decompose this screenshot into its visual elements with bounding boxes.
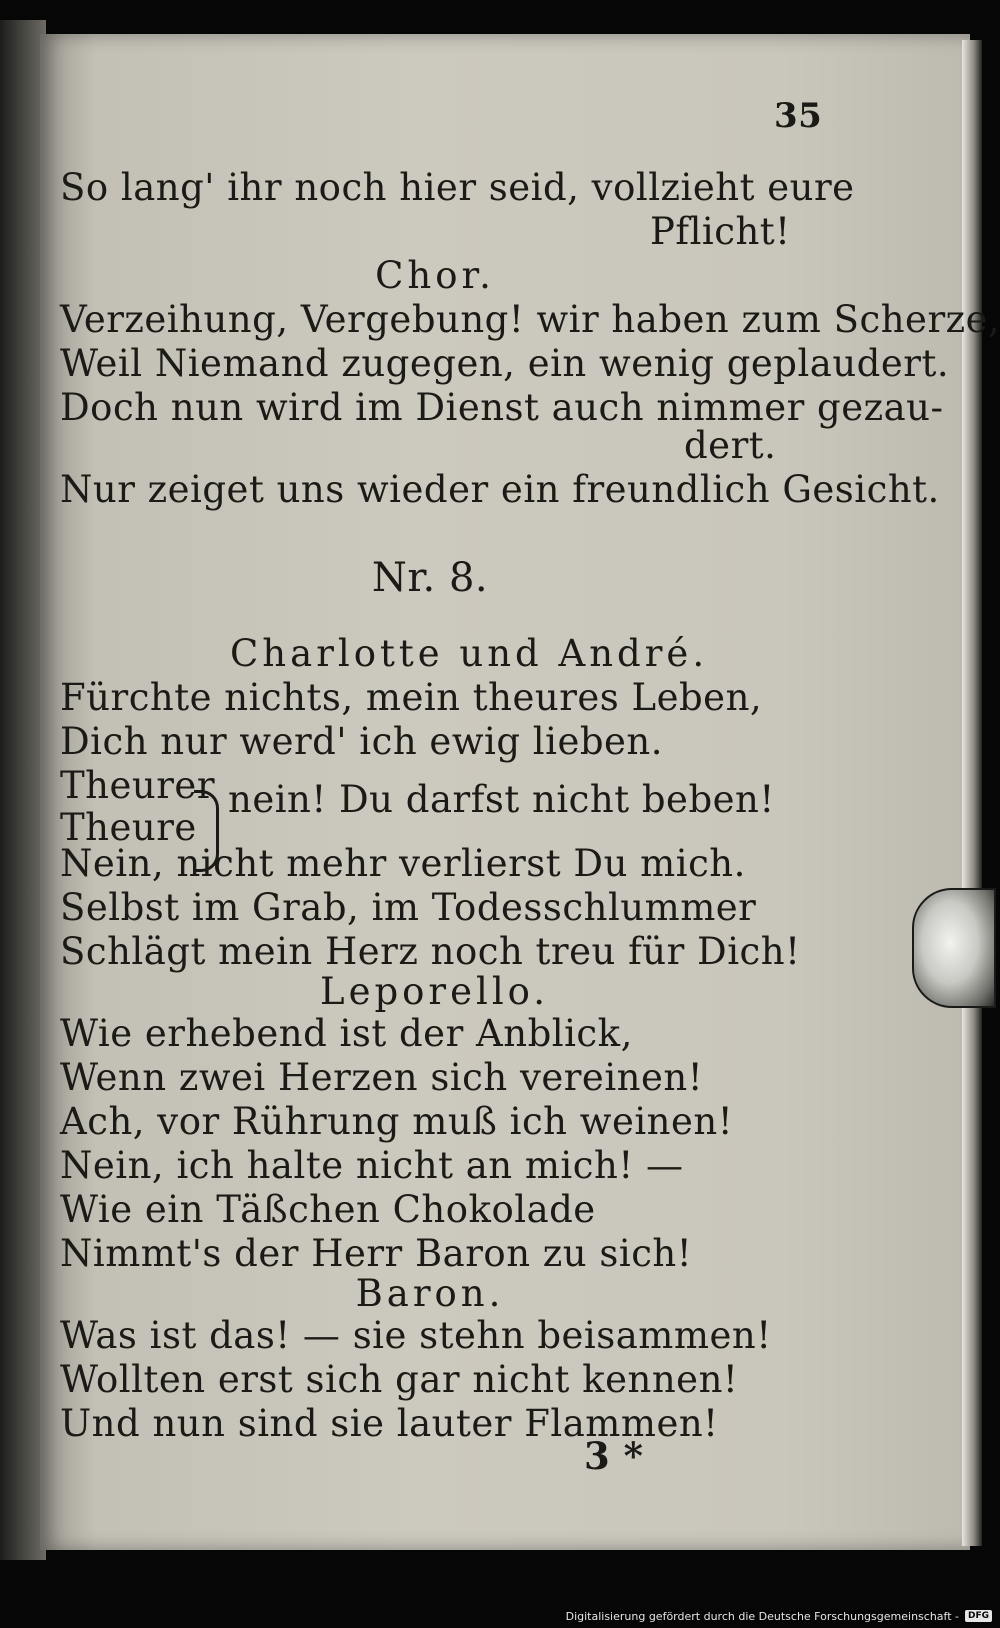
text-line-25: Nimmt's der Herr Baron zu sich! [60,1232,693,1275]
text-line-2: Pflicht! [650,210,791,253]
text-line-22: Ach, vor Rührung muß ich weinen! [60,1100,734,1143]
speaker-heading-charlotte-andre: Charlotte und André. [230,632,709,675]
dfg-logo-icon: DFG [965,1610,992,1622]
speaker-heading-baron: Baron. [355,1272,505,1315]
text-line-29: Und nun sind sie lauter Flammen! [60,1402,719,1445]
text-line-12: Dich nur werd' ich ewig lieben. [60,720,664,763]
text-line-20: Wie erhebend ist der Anblick, [60,1012,633,1055]
text-line-23: Nein, ich halte nicht an mich! — [60,1144,684,1187]
text-line-theurer: Theurer [60,764,216,807]
footer-text: Digitalisierung gefördert durch die Deutsche Forschungsgemeinschaft - [565,1609,959,1623]
text-line-28: Wollten erst sich gar nicht kennen! [60,1358,739,1401]
text-line-5: Weil Niemand zugegen, ein wenig geplaudert. [60,342,950,385]
text-line-24: Wie ein Täßchen Chokolade [60,1188,596,1231]
page-clip [912,888,996,1008]
text-line-theure: Theure [60,806,197,849]
signature-mark: 3 * [584,1434,644,1478]
book-right-edge [962,40,982,1546]
text-line-7: dert. [684,424,777,467]
speaker-heading-leporello: Leporello. [320,970,550,1013]
text-line-4: Verzeihung, Vergebung! wir haben zum Scherze, [60,298,1000,341]
section-number-heading: Nr. 8. [371,555,489,601]
text-line-17: Selbst im Grab, im Todesschlummer [60,886,757,929]
text-line-1: So lang' ihr noch hier seid, vollzieht eure [60,166,855,209]
speaker-heading-chor: Chor. [375,254,495,297]
digitization-footer [566,1608,992,1624]
text-line-16: Nein, nicht mehr verlierst Du mich. [60,842,746,885]
text-line-21: Wenn zwei Herzen sich vereinen! [60,1056,704,1099]
text-line-11: Fürchte nichts, mein theures Leben, [60,676,763,719]
text-line-15: nein! Du darfst nicht beben! [228,778,775,821]
text-line-8: Nur zeiget uns wieder ein freundlich Gesicht. [60,468,940,511]
text-line-18: Schlägt mein Herz noch treu für Dich! [60,930,801,973]
text-line-27: Was ist das! — sie stehn beisammen! [60,1314,772,1357]
text-line-6: Doch nun wird im Dienst auch nimmer gezau- [60,386,944,429]
page-number: 35 [774,96,823,136]
